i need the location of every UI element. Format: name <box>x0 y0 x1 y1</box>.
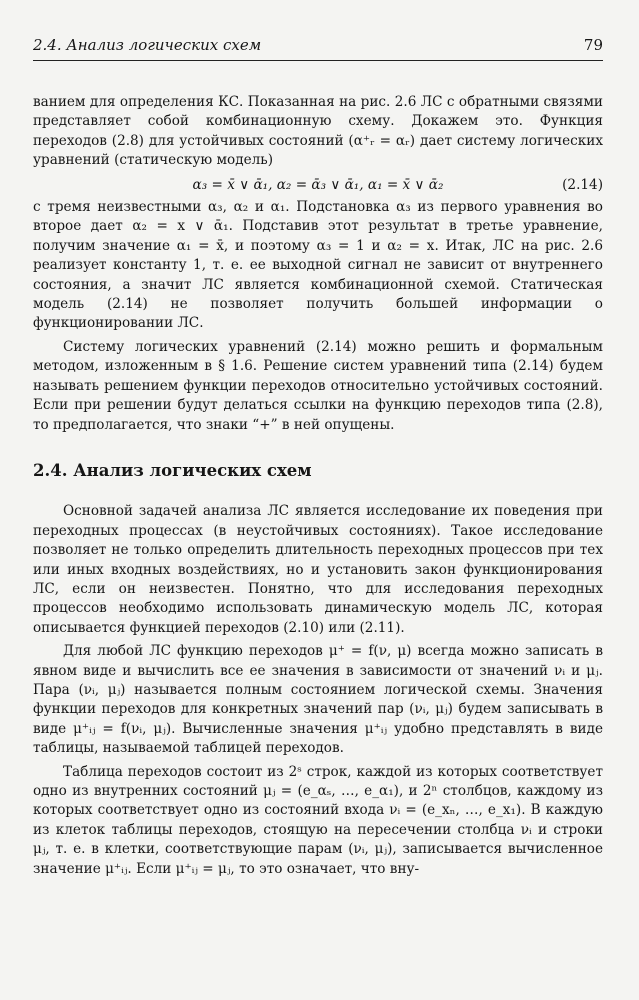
paragraph: Для любой ЛС функцию переходов μ⁺ = f(ν, μ) всегда можно записать в явном виде и вычислить все ее значения в зависимости от значений νᵢ и μⱼ. Пара (νᵢ, μⱼ) называется полным состоянием логической схемы. Значения функции переходов для конкретных значений пар (νᵢ, μⱼ) будем записывать в виде μ⁺ᵢⱼ = f(νᵢ, μⱼ). Вычисленные значения μ⁺ᵢⱼ удобно представлять в виде таблицы, называемой таблицей переходов. <box>33 643 603 757</box>
equation-number: (2.14) <box>562 176 603 193</box>
page-number: 79 <box>583 36 603 54</box>
page-body <box>33 93 603 879</box>
header-rule <box>33 60 603 61</box>
section-heading: 2.4. Анализ логических схем <box>33 460 312 480</box>
paragraph: Систему логических уравнений (2.14) можно решить и формальным методом, изложенным в § 1.6. Решение систем уравнений типа (2.14) будем называть решением функции переходов относительно устойчивых состояний. Если при решении будут делаться ссылки на функцию переходов типа (2.8), то предполагается, что знаки “+” в ней опущены. <box>33 338 603 433</box>
running-title: 2.4. Анализ логических схем <box>33 36 262 54</box>
page-header <box>33 36 603 54</box>
equation-text: α₃ = x̄ ∨ ᾱ₁, α₂ = ᾱ₃ ∨ ᾱ₁, α₁ = x̄ ∨ ᾱ₂ <box>192 176 444 193</box>
equation-2-14 <box>33 176 603 195</box>
paragraph: Основной задачей анализа ЛС является исследование их поведения при переходных процессах (в неустойчивых состояниях). Такое исследование позволяет не только определить длительность переходных процессов при тех или иных входных воздействиях, но и установить закон функционирования ЛС, если он неизвестен. Понятно, что для исследования переходных процессов необходимо использовать динамическую модель ЛС, которая описывается функцией переходов (2.10) или (2.11). <box>33 503 603 636</box>
paragraph: с тремя неизвестными α₃, α₂ и α₁. Подстановка α₃ из первого уравнения во второе дает α₂ = x ∨ ᾱ₁. Подставив этот результат в третье уравнение, получим значение α₁ = x̄, и поэтому α₃ = 1 и α₂ = x. Итак, ЛС на рис. 2.6 реализует константу 1, т. е. ее выходной сигнал не зависит от внутреннего состояния, а значит ЛС является комбинационной схемой. Статическая модель (2.14) не позволяет получить большей информации о функционировании ЛС. <box>33 199 603 332</box>
paragraph: ванием для определения КС. Показанная на рис. 2.6 ЛС с обратными связями представляет собой комбинационную схему. Докажем это. Функция переходов (2.8) для устойчивых состояний (α⁺ᵣ = αᵣ) дает систему логических уравнений (статическую модель) <box>33 94 603 169</box>
paragraph: Таблица переходов состоит из 2ˢ строк, каждой из которых соответствует одно из внутренних состояний μⱼ = (e_αₛ, …, e_α₁), и 2ⁿ столбцов, каждому из которых соответствует одно из состояний входа νᵢ = (e_xₙ, …, e_x₁). В каждую из клеток таблицы переходов, стоящую на пересечении столбца νᵢ и строки μⱼ, т. е. в клетки, соответствующие парам (νᵢ, μⱼ), записывается вычисленное значение μ⁺ᵢⱼ. Если μ⁺ᵢⱼ = μⱼ, то это означает, что вну- <box>33 763 603 877</box>
